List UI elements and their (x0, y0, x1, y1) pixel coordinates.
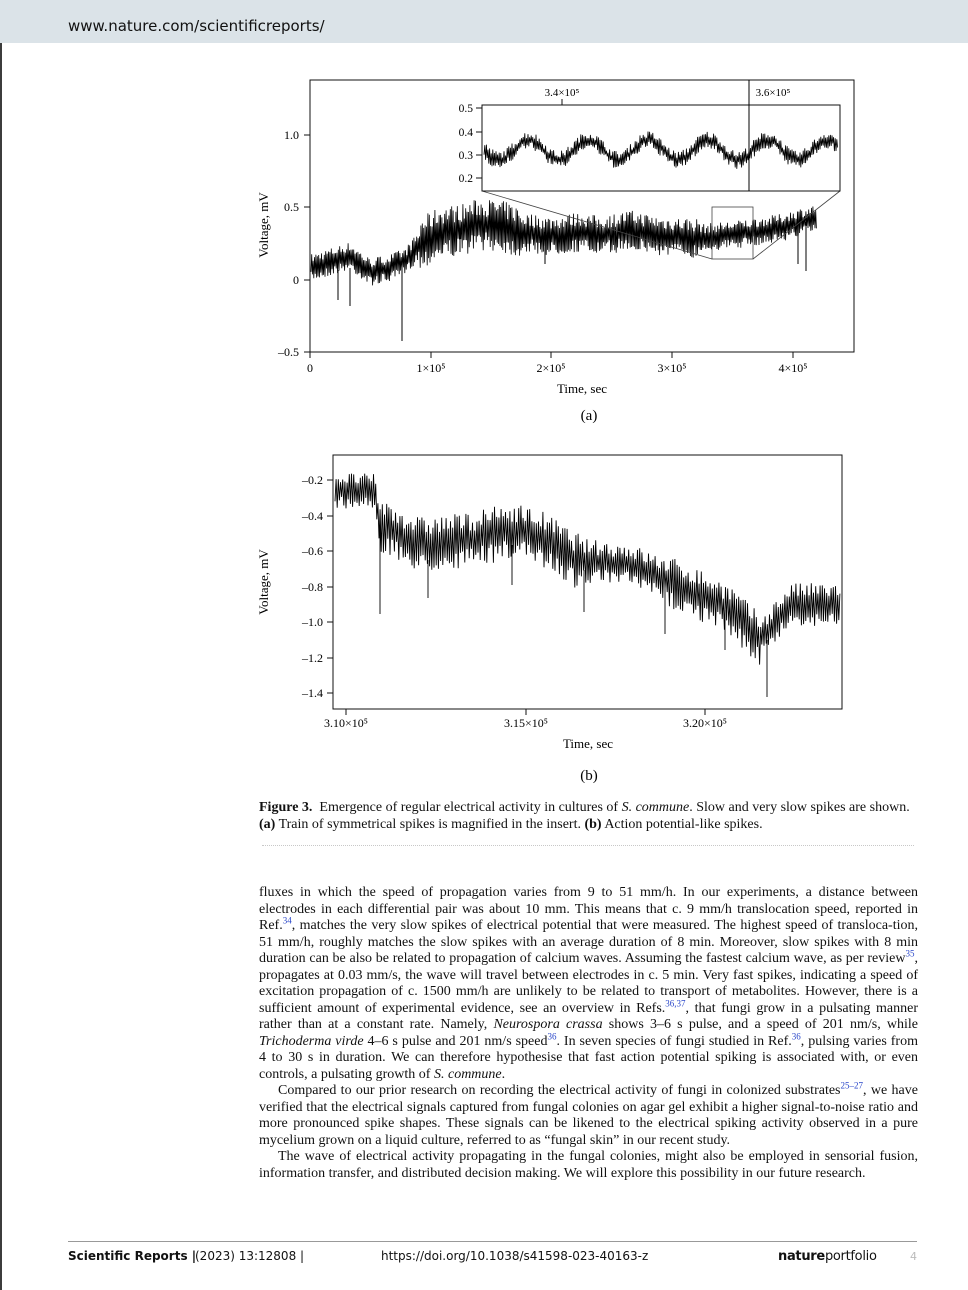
panel-a-inset-ytick-label: 0.3 (458, 150, 473, 162)
caption-panel-b-label: (b) (584, 816, 602, 832)
panel-a-inset-ytick-label: 0.4 (458, 127, 473, 139)
body-text-run: The wave of electrical activity propagating in the fungal colonies, might also be employed in sensorial fusion, information transfer, and distributed decision making. We will explore this possibility in our future research. (259, 1149, 918, 1181)
panel-a-y-axis-label: Voltage, mV (256, 192, 271, 258)
panel-b-ytick-label: –1.2 (302, 651, 323, 665)
panel-a-y-ticks (304, 135, 310, 352)
body-text-run: , propagates at 0.03 mm/s, the wave will travel between electrodes in c. 5 min. Very fast spikes, indicating a speed of excitation propagation of c. 1500 mm/h are unlikely to be related to transport of metabolites. However, there is a sufficient amount of experimental evidence, see an overview in Refs. (259, 951, 918, 1016)
body-text-run: . (501, 1066, 506, 1082)
panel-b-xtick-label: 3.10×10⁵ (324, 716, 368, 730)
reference-link[interactable]: 35 (905, 948, 915, 959)
panel-a-inset-xtick-label: 3.6×10⁵ (755, 87, 791, 99)
body-paragraph (259, 1080, 918, 1149)
species-name: Trichoderma virde (259, 1033, 364, 1049)
species-name: S. commune (433, 1066, 502, 1082)
panel-b-label: (b) (580, 768, 598, 784)
reference-link[interactable]: 34 (282, 915, 292, 926)
panel-b-y-ticks (327, 480, 333, 693)
reference-link[interactable]: 36 (547, 1030, 557, 1041)
body-text-run: 4–6 s pulse and 201 nm/s speed (363, 1033, 548, 1049)
footer-doi-link[interactable]: https://doi.org/10.1038/s41598-023-40163-z (381, 1249, 649, 1263)
body-text-run: , we have verified that the electrical signals captured from fungal colonies on agar gel exhibit a higher signal-to-noise ratio and more pronounced spike shapes. These signals can be likened to the electrical spiking activity observed in a pure mycelium grown on a liquid culture, referred to as “fungal skin” in our recent study. (259, 1083, 918, 1148)
panel-a-ytick-label: 1.0 (284, 128, 299, 142)
body-text-run: . In seven species of fungi studied in Ref. (556, 1033, 792, 1049)
panel-a-ytick-label: 0.5 (284, 200, 299, 214)
panel-b-signal-trace (335, 474, 840, 697)
figure-panel-a (0, 60, 968, 430)
panel-b-xtick-label: 3.15×10⁵ (504, 716, 548, 730)
article-body (259, 885, 918, 1182)
journal-url[interactable]: www.nature.com/scientificreports/ (68, 17, 325, 35)
panel-a-x-ticks (310, 352, 793, 358)
panel-b-x-ticks (346, 709, 705, 715)
panel-b-y-axis-label: Voltage, mV (256, 549, 271, 615)
panel-b-ytick-label: –1.0 (302, 615, 323, 629)
panel-a-xtick-label: 4×10⁵ (778, 361, 808, 375)
body-text-run: , that fungi grow in a pulsating manner rather than at a constant rate. Namely, (259, 1000, 919, 1032)
body-text-run: shows 3–6 s pulse, and a speed of 201 nm/s, while (602, 1017, 919, 1032)
caption-text: . Slow and very slow spikes are shown. (689, 800, 910, 815)
panel-a-xtick-label: 3×10⁵ (657, 361, 687, 375)
caption-divider (262, 845, 914, 846)
caption-panel-a-label: (a) (259, 816, 276, 832)
figure-caption-label: Figure 3. (259, 800, 313, 815)
brand-bold: nature (778, 1249, 825, 1264)
caption-text: Action potential-like spikes. (601, 816, 763, 832)
footer-divider (68, 1241, 917, 1242)
panel-a-xtick-label: 2×10⁵ (536, 361, 566, 375)
panel-a-xtick-label: 1×10⁵ (416, 361, 446, 375)
body-text-run: Compared to our prior research on recording the electrical activity of fungi in colonized substrates (278, 1083, 841, 1098)
panel-b-ytick-label: –0.6 (302, 544, 323, 558)
panel-b-ytick-label: –0.8 (302, 580, 323, 594)
figure-panel-b (0, 440, 968, 790)
panel-a-ytick-label: –0.5 (278, 345, 299, 359)
panel-b-plot-frame (333, 455, 842, 709)
body-text-run: fluxes in which the speed of propagation varies from 9 to 51 mm/h. In our experiments, a distance between electrodes in each differential pair was about 10 mm. This means that c. 9 mm/h translocation speed, reported in Ref. (259, 885, 918, 933)
panel-a-inset-y-ticks (476, 108, 482, 178)
footer-year-volume: (2023) 13:12808 | (195, 1249, 305, 1263)
journal-header-bar (0, 0, 968, 43)
panel-b-x-axis-label: Time, sec (562, 736, 614, 751)
footer-journal-name: Scientific Reports | (68, 1249, 197, 1263)
body-paragraph (259, 1149, 918, 1182)
brand-rest: portfolio (824, 1249, 877, 1264)
panel-b-xtick-label: 3.20×10⁵ (683, 716, 727, 730)
body-text-run: , matches the very slow spikes of electrical potential that were measured. The highest speed of transloca-tion, 51 mm/h, roughly matches the slow spikes with an average duration of 8 min. Moreover, slow spikes with 8 min duration can be also be related to propagation of calcium waves. Assuming the fastest calcium wave, as per review (259, 918, 918, 966)
body-paragraph (259, 885, 918, 1083)
species-name: Neurospora crassa (493, 1017, 603, 1032)
panel-b-ytick-label: –1.4 (302, 686, 323, 700)
panel-a-inset-ytick-label: 0.2 (458, 173, 473, 185)
panel-b-ytick-label: –0.2 (302, 473, 323, 487)
figure-caption (259, 800, 914, 833)
panel-a-x-axis-label: Time, sec (556, 381, 608, 396)
caption-text: Emergence of regular electrical activity in cultures of (319, 800, 622, 815)
panel-a-xtick-label: 0 (307, 361, 313, 375)
reference-link[interactable]: 36 (791, 1030, 801, 1041)
panel-a-ytick-label: 0 (293, 273, 299, 287)
panel-a-signal-trace (311, 200, 816, 285)
caption-text: Train of symmetrical spikes is magnified in the insert. (275, 816, 585, 832)
panel-a-inset-ytick-label: 0.5 (458, 103, 473, 115)
reference-link[interactable]: 36,37 (665, 997, 686, 1008)
page-number: 4 (910, 1250, 917, 1263)
panel-b-ytick-label: –0.4 (302, 509, 323, 523)
reference-link[interactable]: 25–27 (840, 1080, 864, 1091)
panel-a-zoom-connector (753, 191, 840, 259)
nature-portfolio-logo (778, 1249, 877, 1264)
body-text-run: , pulsing varies from 4 to 30 s in duration. We can therefore hypothesise that fast action potential spiking is associated with, or even controls, a pulsating growth of (259, 1033, 918, 1082)
panel-a-label: (a) (580, 408, 598, 424)
caption-species: S. commune (621, 800, 690, 815)
panel-a-inset-xtick-label: 3.4×10⁵ (544, 87, 580, 99)
